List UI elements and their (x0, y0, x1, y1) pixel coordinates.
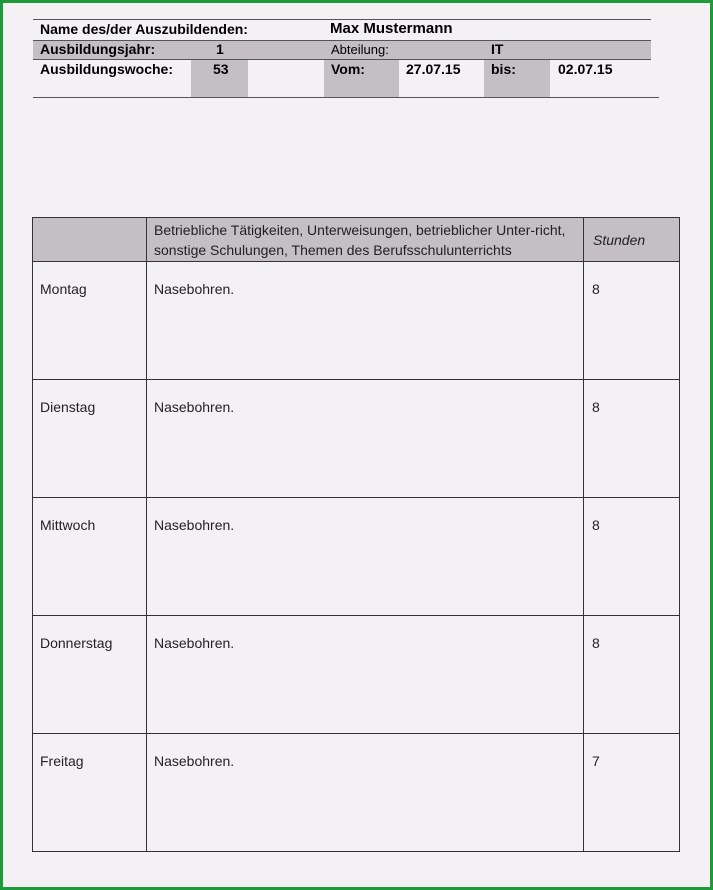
activity-cell (147, 734, 584, 852)
table-row (33, 498, 680, 616)
to-label: bis: (491, 61, 516, 77)
table-row (33, 616, 680, 734)
training-week-label: Ausbildungswoche: (40, 61, 173, 77)
activity-cell (147, 498, 584, 616)
training-week-value: 53 (213, 61, 229, 77)
hours-cell (584, 734, 680, 852)
training-year-label: Ausbildungsjahr: (40, 41, 156, 57)
activity-cell (147, 380, 584, 498)
department-value: IT (491, 41, 504, 57)
table-header-row (33, 218, 680, 262)
from-label: Vom: (331, 61, 365, 77)
hours-cell (584, 616, 680, 734)
activity-text: Nasebohren. (154, 399, 235, 415)
day-name: Freitag (40, 753, 84, 769)
table-row (33, 734, 680, 852)
day-cell (33, 498, 147, 616)
day-name: Dienstag (40, 399, 96, 415)
training-year-value: 1 (216, 41, 224, 57)
from-date-value: 27.07.15 (406, 61, 461, 77)
day-name: Mittwoch (40, 517, 96, 533)
to-date-value: 02.07.15 (558, 61, 613, 77)
day-cell (33, 380, 147, 498)
trainee-name-value: Max Mustermann (330, 20, 453, 37)
day-cell (33, 262, 147, 380)
weekly-activity-table (32, 217, 680, 852)
activity-text: Nasebohren. (154, 753, 235, 769)
activity-text: Nasebohren. (154, 517, 235, 533)
table-row (33, 262, 680, 380)
header-bottom-rule (33, 97, 659, 98)
activity-text: Nasebohren. (154, 635, 235, 651)
activity-text: Nasebohren. (154, 281, 235, 297)
hours-cell (584, 498, 680, 616)
day-cell (33, 734, 147, 852)
trainee-name-label: Name des/der Auszubildenden: (40, 21, 248, 37)
day-column-header (33, 218, 147, 262)
hours-cell (584, 262, 680, 380)
activity-cell (147, 616, 584, 734)
day-cell (33, 616, 147, 734)
hours-value: 8 (592, 635, 600, 651)
hours-value: 8 (592, 281, 600, 297)
table-row (33, 380, 680, 498)
activity-column-header: Betriebliche Tätigkeiten, Unterweisungen, betrieblicher Unter-richt, sonstige Schulungen, Themen des Berufsschulunterrichts (147, 218, 584, 262)
hours-value: 8 (592, 517, 600, 533)
activity-cell (147, 262, 584, 380)
hours-value: 8 (592, 399, 600, 415)
hours-value: 7 (592, 753, 600, 769)
department-label: Abteilung: (331, 42, 389, 57)
hours-cell (584, 380, 680, 498)
day-name: Montag (40, 281, 87, 297)
hours-column-header: Stunden (584, 218, 680, 262)
day-name: Donnerstag (40, 635, 113, 651)
